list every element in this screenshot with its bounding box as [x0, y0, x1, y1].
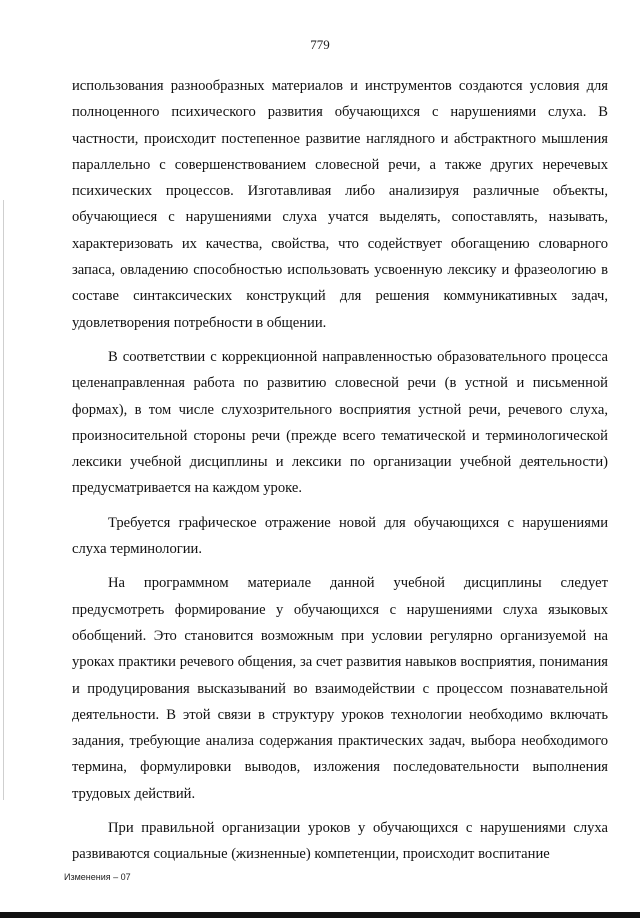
paragraph-5: При правильной организации уроков у обучающихся с нарушениями слуха развиваются социальные (жизненные) компетенции, происходит воспитание — [72, 820, 608, 863]
scan-bottom-border — [0, 912, 640, 918]
page-number: 779 — [310, 37, 330, 52]
body-text — [72, 73, 608, 870]
paragraph-4: На программном материале данной учебной дисциплины следует предусмотреть формирование у обучающихся с нарушениями слуха языковых обобщений. Это становится возможным при условии регулярно организуемой на уроках практики речевого общения, за счет развития навыков восприятия, понимания и продуцирования высказываний во взаимодействии с процессом познавательной деятельности. В этой связи в структуру уроков технологии необходимо включать задания, требующие анализа содержания практических задач, выбора необходимого термина, формулировки выводов, изложения последовательности выполнения трудовых действий. — [72, 575, 608, 802]
footer-revision-note: Изменения – 07 — [64, 872, 131, 882]
scan-edge-mark — [3, 200, 4, 800]
paragraph-1: использования разнообразных материалов и инструментов создаются условия для полноценного психического развития обучающихся с нарушениями слуха. В частности, происходит постепенное развитие наглядного и абстрактного мышления параллельно с совершенствованием словесной речи, а также других неречевых психических процессов. Изготавливая либо анализируя различные объекты, обучающиеся с нарушениями слуха учатся выделять, сопоставлять, называть, характеризовать их качества, свойства, что содействует обогащению словарного запаса, овладению способностью использовать усвоенную лексику и фразеологию в составе синтаксических конструкций для решения коммуникативных задач, удовлетворения потребности в общении. — [72, 78, 608, 331]
paragraph-3: Требуется графическое отражение новой для обучающихся с нарушениями слуха терминологии. — [72, 514, 608, 558]
paragraph-2: В соответствии с коррекционной направленностью образовательного процесса целенаправленная работа по развитию словесной речи (в устной и письменной формах), в том числе слухозрительного восприятия устной речи, речевого слуха, произносительной стороны речи (прежде всего тематической и терминологической лексики учебной дисциплины и лексики по организации учебной деятельности) предусматривается на каждом уроке. — [72, 348, 608, 497]
